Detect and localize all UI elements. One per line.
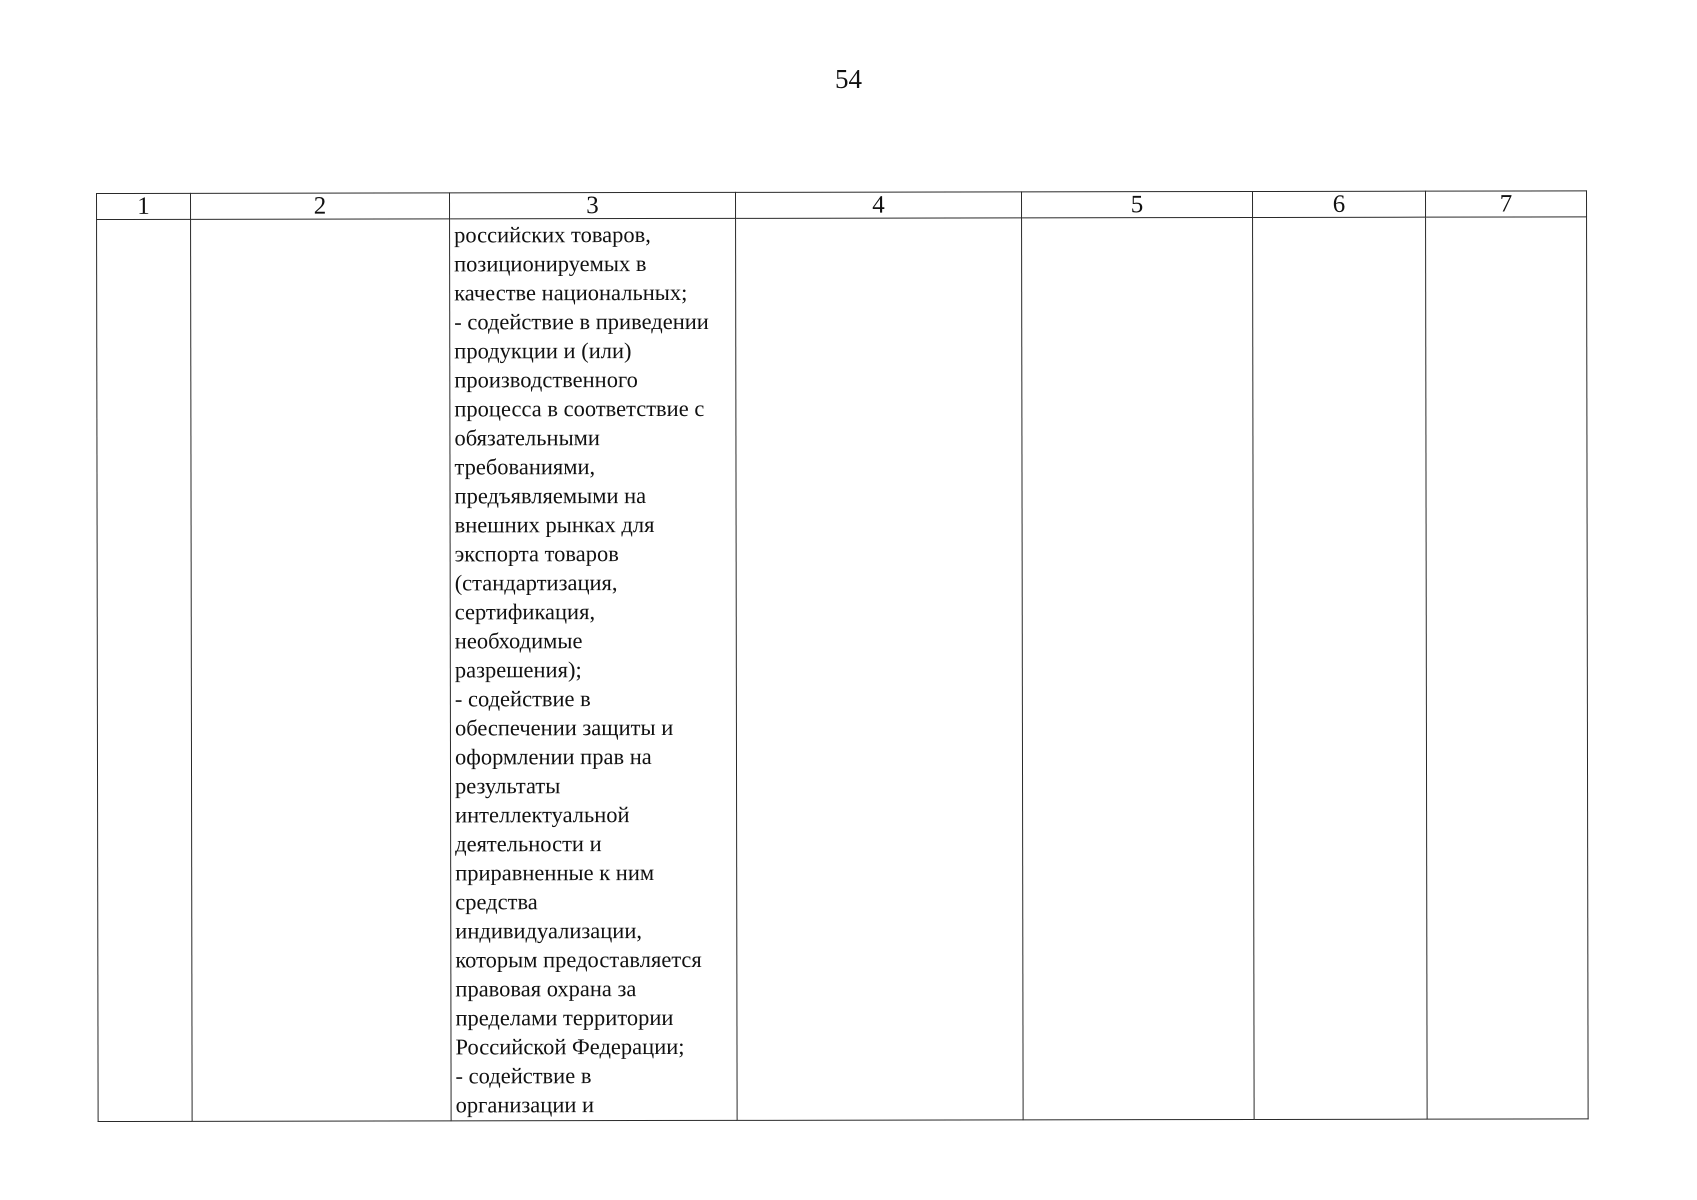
page-number: 54 [835, 64, 862, 94]
column-header-4: 4 [735, 192, 1021, 218]
column-header-3: 3 [450, 192, 736, 218]
column-header-6: 6 [1252, 191, 1425, 217]
cell-col-7 [1426, 217, 1589, 1119]
cell-col-3 [450, 218, 738, 1120]
column-header-5: 5 [1021, 191, 1252, 217]
cell-col-6 [1253, 217, 1428, 1119]
cell-col-5 [1022, 217, 1255, 1119]
column-header-2: 2 [191, 193, 450, 219]
table-header-row [97, 191, 1587, 220]
cell-col-1 [97, 219, 193, 1121]
cell-col-4 [736, 218, 1024, 1120]
table-row [97, 217, 1589, 1122]
cell-col-2 [191, 219, 452, 1121]
data-table [96, 190, 1589, 1122]
column-header-7: 7 [1425, 191, 1586, 217]
cell-col-3-text: российских товаров, позиционируемых в качестве национальных; - содействие в приведении продукции и (или) производственного процесса в соответствие с обязательными требованиями, предъявляемыми на внешних рынках для экспорта товаров (стандартизация, сертификация, необходимые разрешения); - содействие в обеспечении защиты и оформлении прав на результаты интеллектуальной деятельности и приравненные к ним средства индивидуализации, которым предоставляется правовая охрана за пределами территории Российской Федерации; - содействие в организации и [454, 222, 709, 1118]
column-header-1: 1 [97, 193, 191, 219]
